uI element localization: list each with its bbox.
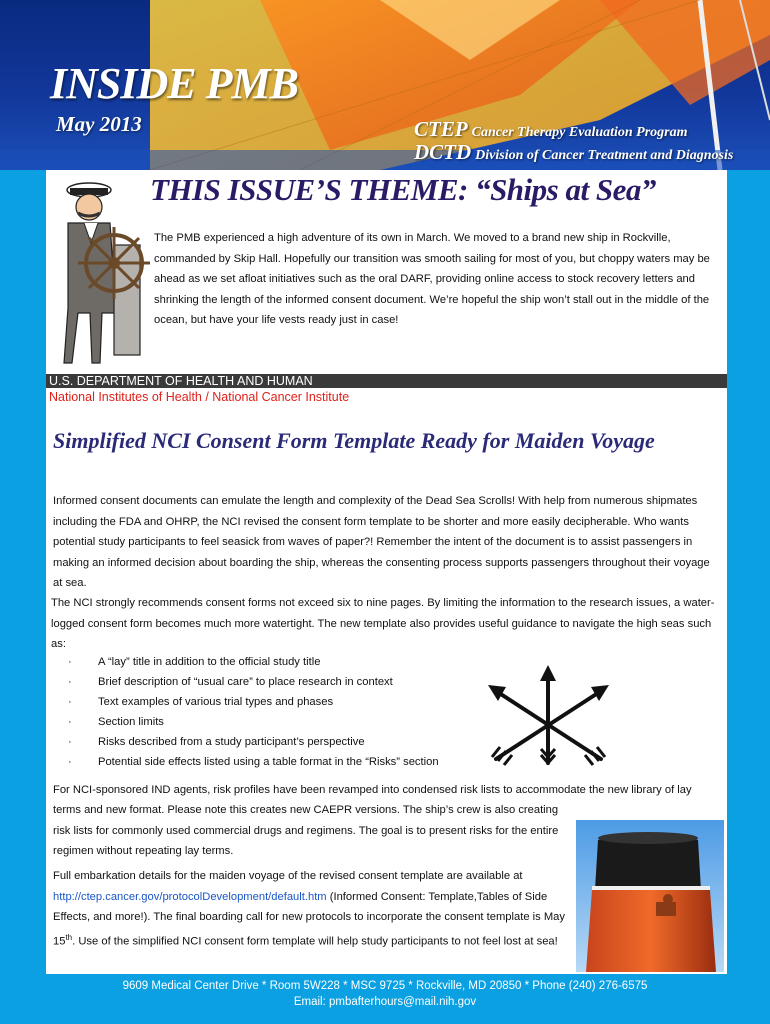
ctep-line bbox=[414, 117, 688, 142]
list-item bbox=[68, 752, 439, 772]
bullet-marker: · bbox=[68, 656, 72, 668]
bullet-text: Brief description of “usual care” to place research in context bbox=[98, 676, 393, 688]
newsletter-page bbox=[46, 170, 727, 974]
p4-body-text: (Informed Consent: Template,Tables of Side Effects, and more!). The final boarding call for new protocols to incorporate the consent template is May 15 bbox=[53, 890, 565, 948]
list-item bbox=[68, 732, 439, 752]
dctd-abbr: DCTD bbox=[414, 140, 472, 164]
theme-title: THIS ISSUE’S THEME: “Ships at Sea” bbox=[150, 172, 656, 207]
bullet-marker: · bbox=[68, 716, 72, 728]
article-heading: Simplified NCI Consent Form Template Ready for Maiden Voyage bbox=[53, 428, 655, 453]
dctd-line bbox=[414, 140, 733, 165]
bullet-text: A “lay” title in addition to the official study title bbox=[98, 656, 321, 668]
arrows-insignia-icon bbox=[486, 665, 611, 770]
ctep-abbr: CTEP bbox=[414, 117, 468, 141]
footer-email[interactable]: Email: pmbafterhours@mail.nih.gov bbox=[293, 996, 477, 1008]
issue-date: May 2013 bbox=[56, 112, 142, 136]
ship-smokestack-image bbox=[576, 820, 724, 972]
bullet-text: Risks described from a study participant’s perspective bbox=[98, 736, 365, 748]
bullet-marker: · bbox=[68, 696, 72, 708]
list-item bbox=[68, 712, 439, 732]
ctep-full-name: Cancer Therapy Evaluation Program bbox=[471, 125, 688, 140]
ctep-protocol-link[interactable]: http://ctep.cancer.gov/protocolDevelopment/default.htm bbox=[53, 890, 327, 903]
list-item bbox=[68, 672, 439, 692]
theme-intro-paragraph: The PMB experienced a high adventure of its own in March. We moved to a brand new ship in Rockville, commanded by Skip Hall. Hopefully our transition was smooth sailing for most of you, but choppy waters may be ahead as we set afloat initiatives such as the oral DARF, providing online access to stock recovery letters and shrinking the length of the informed consent document. We’re hopeful the ship won’t stall out in the middle of the ocean, but have your life vests ready just in case! bbox=[154, 232, 710, 326]
footer-address: 9609 Medical Center Drive * Room 5W228 * MSC 9725 * Rockville, MD 20850 * Phone (240) 276-6575 bbox=[122, 980, 648, 992]
list-item bbox=[68, 652, 439, 672]
list-item bbox=[68, 692, 439, 712]
bullet-marker: · bbox=[68, 756, 72, 768]
template-features-list bbox=[68, 652, 439, 772]
article-paragraph-1: Informed consent documents can emulate the length and complexity of the Dead Sea Scrolls! With help from numerous shipmates including the FDA and OHRP, the NCI revised the consent form template to be shorter and more easily decipherable. Who wants potential study participants to feel seasick from waves of paper?! Remember the intent of the document is to assist passengers in making an informed decision about boarding the ship, whereas the consenting process supports passengers throughout their voyage at sea. bbox=[53, 495, 710, 589]
masthead-banner bbox=[0, 0, 770, 170]
bullet-marker: · bbox=[68, 676, 72, 688]
bullet-marker: · bbox=[68, 736, 72, 748]
bullet-text: Potential side effects listed using a table format in the “Risks” section bbox=[98, 756, 439, 768]
date-suffix: th bbox=[65, 932, 73, 942]
p4-closing-text: . Use of the simplified NCI consent form template will help study participants to not feel lost at sea! bbox=[72, 935, 558, 948]
article-paragraph-3-line-1: For NCI-sponsored IND agents, risk profiles have been revamped into condensed risk lists to accommodate the new library of lay bbox=[53, 784, 692, 796]
article-paragraph-2: The NCI strongly recommends consent forms not exceed six to nine pages. By limiting the information to the research issues, a water-logged consent form becomes much more watertight. The new template also provides useful guidance to navigate the high seas such as: bbox=[51, 597, 715, 650]
newsletter-title: INSIDE PMB bbox=[50, 59, 298, 108]
hhs-department-bar: U.S. DEPARTMENT OF HEALTH AND HUMAN bbox=[46, 374, 727, 388]
article-paragraph-3: terms and new format. Please note this creates new CAEPR versions. The ship’s crew is also creating risk lists for commonly used commercial drugs and regimens. The goal is to present risks for the entire regimen without repeating lay terms. bbox=[53, 804, 559, 857]
captain-illustration bbox=[56, 175, 156, 370]
bullet-text: Text examples of various trial types and phases bbox=[98, 696, 334, 708]
dctd-full-name: Division of Cancer Treatment and Diagnosis bbox=[475, 148, 734, 163]
nih-nci-line: National Institutes of Health / National Cancer Institute bbox=[49, 390, 350, 404]
bullet-text: Section limits bbox=[98, 716, 164, 728]
article-paragraph-4 bbox=[53, 866, 568, 952]
p4-intro-text: Full embarkation details for the maiden voyage of the revised consent template are available at bbox=[53, 870, 523, 882]
